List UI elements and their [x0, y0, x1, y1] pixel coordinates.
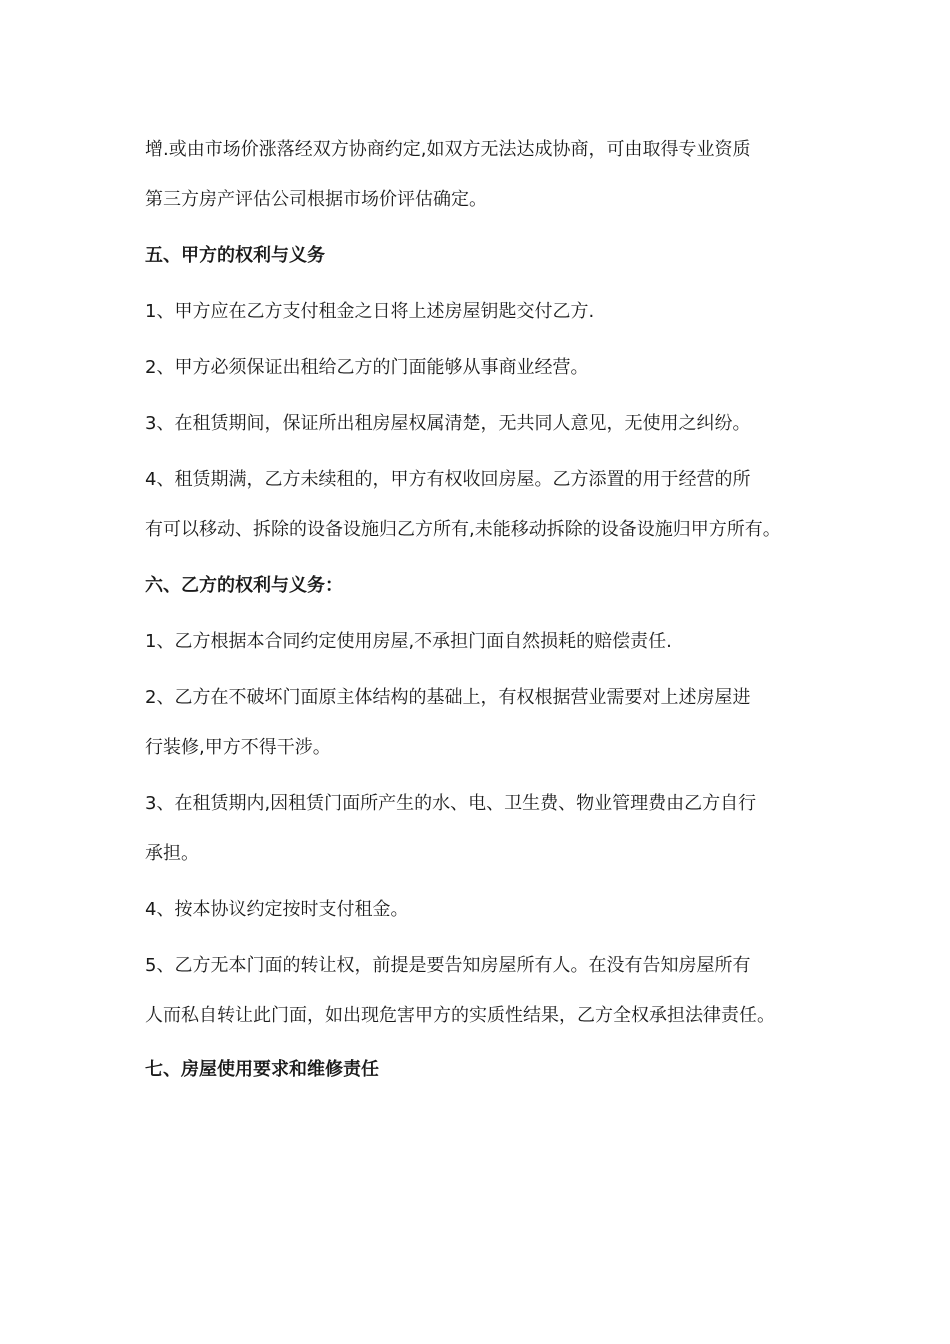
list-item: 4、租赁期满，乙方未续租的，甲方有权收回房屋。乙方添置的用于经营的所 [145, 469, 751, 490]
section-heading-6: 六、乙方的权利与义务： [145, 575, 343, 596]
list-item: 5、乙方无本门面的转让权，前提是要告知房屋所有人。在没有告知房屋所有 [145, 955, 751, 976]
list-item: 3、在租赁期内,因租赁门面所产生的水、电、卫生费、物业管理费由乙方自行 [145, 793, 757, 814]
paragraph-line: 有可以移动、拆除的设备设施归乙方所有,未能移动拆除的设备设施归甲方所有。 [145, 519, 781, 540]
list-item: 1、甲方应在乙方支付租金之日将上述房屋钥匙交付乙方. [145, 301, 595, 322]
paragraph-line: 第三方房产评估公司根据市场价评估确定。 [145, 189, 487, 210]
list-item: 1、乙方根据本合同约定使用房屋,不承担门面自然损耗的赔偿责任. [145, 631, 672, 652]
section-heading-5: 五、甲方的权利与义务 [145, 245, 325, 266]
list-item: 2、乙方在不破坏门面原主体结构的基础上，有权根据营业需要对上述房屋进 [145, 687, 751, 708]
paragraph-line: 承担。 [145, 843, 199, 864]
paragraph-line: 人而私自转让此门面，如出现危害甲方的实质性结果，乙方全权承担法律责任。 [145, 1005, 775, 1026]
list-item: 2、甲方必须保证出租给乙方的门面能够从事商业经营。 [145, 357, 589, 378]
paragraph-line: 行装修,甲方不得干涉。 [145, 737, 331, 758]
list-item: 3、在租赁期间，保证所出租房屋权属清楚，无共同人意见，无使用之纠纷。 [145, 413, 751, 434]
list-item: 4、按本协议约定按时支付租金。 [145, 899, 409, 920]
paragraph-line: 增.或由市场价涨落经双方协商约定,如双方无法达成协商，可由取得专业资质 [145, 139, 751, 160]
section-heading-7: 七、房屋使用要求和维修责任 [145, 1059, 379, 1080]
